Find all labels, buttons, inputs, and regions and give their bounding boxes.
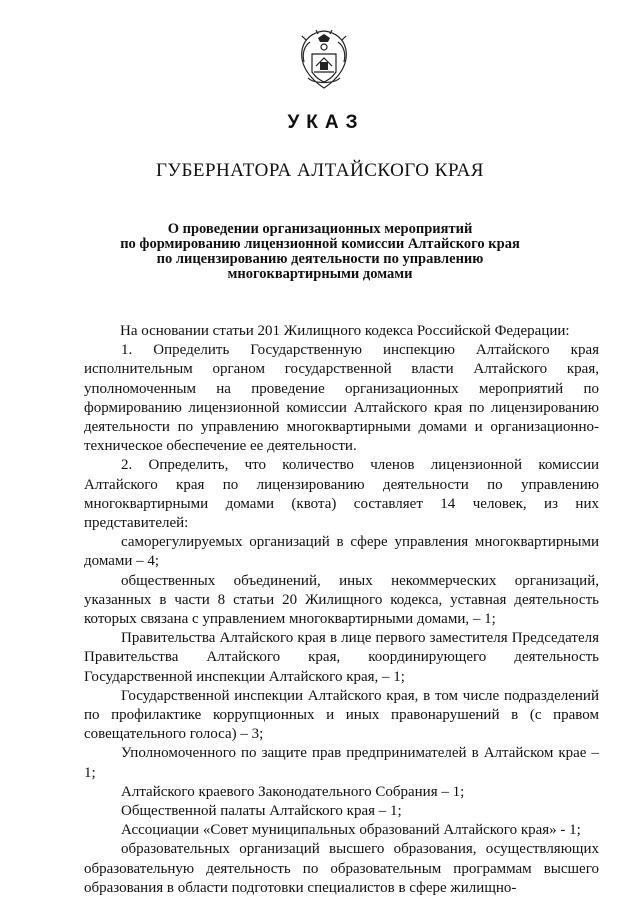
quota-item: Правительства Алтайского края в лице первого заместителя Председателя Правительства Алтайского края, координирующего деятельность Государственной инспекции Алтайского края, – 1; bbox=[84, 630, 599, 685]
subject-line: по лицензированию деятельности по управлению bbox=[156, 251, 484, 267]
quota-item: образовательных организаций высшего образования, осуществляющих образовательную деятельность по образовательным программам высшего образования в области подготовки специалистов в сфере жилищно- bbox=[84, 841, 599, 896]
decree-body bbox=[84, 322, 599, 898]
quota-item: Алтайского краевого Законодательного Собрания – 1; bbox=[121, 783, 465, 800]
clause-1-paragraph: 1. Определить Государственную инспекцию Алтайского края исполнительным органом государственной власти Алтайского края, уполномоченным на проведение организационных мероприятий по формированию лицензионной комиссии Алтайского края по лицензированию деятельности по управлению многоквартирными домами и организационно-техническое обеспечение ее деятельности. bbox=[84, 342, 599, 455]
legal-basis-paragraph: На основании статьи 201 Жилищного кодекса Российской Федерации: bbox=[120, 323, 570, 339]
subject-line: по формированию лицензионной комиссии Алтайского края bbox=[120, 236, 520, 252]
quota-item: Ассоциации «Совет муниципальных образований Алтайского края» - 1; bbox=[121, 822, 581, 839]
quota-item: саморегулируемых организаций в сфере управления многоквартирными домами – 4; bbox=[84, 534, 599, 570]
quota-item: Государственной инспекции Алтайского края, в том числе подразделений по профилактике коррупционных и иных правонарушений в (с правом совещательного голоса) – 3; bbox=[84, 687, 599, 743]
decree-title: УКАЗ bbox=[287, 112, 365, 133]
quota-item: общественных объединений, иных некоммерческих организаций, указанных в части 8 статьи 20 Жилищного кодекса, уставная деятельность которых связана с управлением многоквартирными домами, – 1; bbox=[84, 572, 599, 628]
subject-line: многоквартирными домами bbox=[227, 266, 413, 282]
coat-of-arms-emblem bbox=[296, 28, 352, 94]
decree-subject bbox=[100, 222, 540, 282]
clause-2-paragraph: 2. Определить, что количество членов лицензионной комиссии Алтайского края по лицензированию деятельности по управлению многоквартирными домами (квота) составляет 14 человек, из них представителей: bbox=[84, 457, 599, 532]
subject-line: О проведении организационных мероприятий bbox=[167, 221, 473, 237]
issuer-title: ГУБЕРНАТОРА АЛТАЙСКОГО КРАЯ bbox=[156, 160, 484, 181]
quota-item: Уполномоченного по защите прав предпринимателей в Алтайском крае – 1; bbox=[84, 745, 599, 781]
quota-item: Общественной палаты Алтайского края – 1; bbox=[121, 803, 402, 820]
